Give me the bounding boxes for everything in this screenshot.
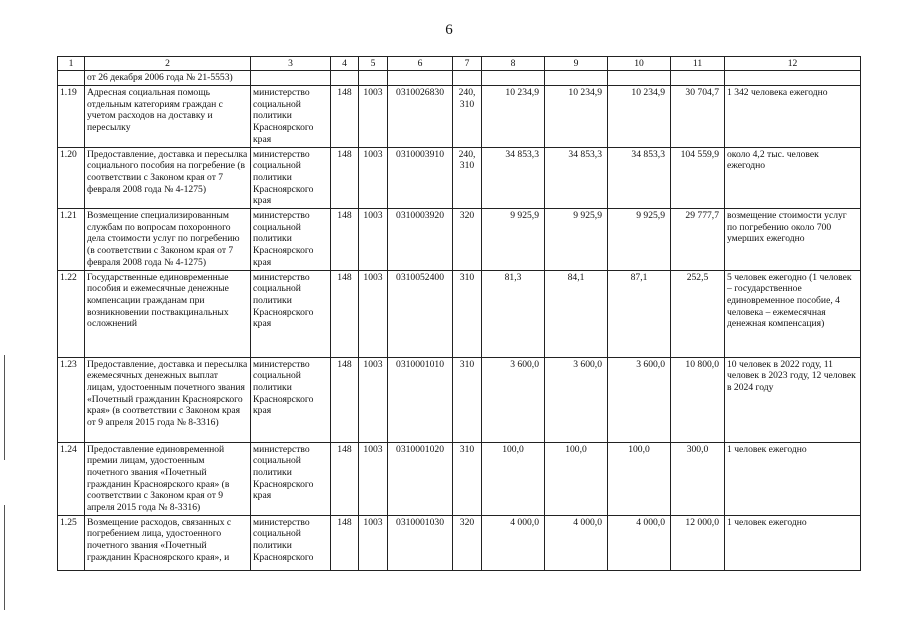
item-name: Государственные единовременные пособия и ежемесячные денежные компенсации гражданам при возникновении поствакцинальных осложнений [85, 270, 251, 357]
item-name: Предоставление, доставка и пересылка социального пособия на погребение (в соответствии с Законом края от 7 февраля 2008 года № 4-1275) [85, 147, 251, 209]
total-cell: 12 000,0 [671, 515, 725, 570]
total-cell: 252,5 [671, 270, 725, 357]
total-cell: 10 800,0 [671, 357, 725, 442]
table-cell [331, 71, 359, 86]
code-cell: 148 [331, 147, 359, 209]
amount-cell: 9 925,9 [608, 209, 671, 271]
amount-cell: 81,3 [482, 270, 545, 357]
continuation-text: от 26 декабря 2006 года № 21-5553) [85, 71, 251, 86]
total-cell: 104 559,9 [671, 147, 725, 209]
amount-cell: 4 000,0 [608, 515, 671, 570]
item-number: 1.19 [58, 86, 85, 148]
item-number: 1.20 [58, 147, 85, 209]
code-cell: 240, 310 [453, 147, 482, 209]
budget-table [57, 56, 861, 571]
code-cell: 148 [331, 515, 359, 570]
code-cell: 1003 [359, 147, 388, 209]
amount-cell: 34 853,3 [545, 147, 608, 209]
table-cell [608, 71, 671, 86]
amount-cell: 10 234,9 [608, 86, 671, 148]
responsible-agency: министерство социальной политики Красноярского края [251, 442, 331, 515]
code-cell: 0310003920 [388, 209, 453, 271]
amount-cell: 3 600,0 [482, 357, 545, 442]
code-cell: 320 [453, 209, 482, 271]
item-number: 1.23 [58, 357, 85, 442]
code-cell: 1003 [359, 357, 388, 442]
code-cell: 0310001020 [388, 442, 453, 515]
amount-cell: 87,1 [608, 270, 671, 357]
item-name: Предоставление единовременной премии лицам, удостоенным почетного звания «Почетный гражданин Красноярского края» (в соответствии с Законом края от 9 апреля 2015 года № 8-3316) [85, 442, 251, 515]
responsible-agency: министерство социальной политики Красноярского края [251, 270, 331, 357]
amount-cell: 34 853,3 [482, 147, 545, 209]
result-cell: 10 человек в 2022 году, 11 человек в 2023 году, 12 человек в 2024 году [725, 357, 861, 442]
table-cell [388, 71, 453, 86]
amount-cell: 3 600,0 [545, 357, 608, 442]
amount-cell: 84,1 [545, 270, 608, 357]
responsible-agency: министерство социальной политики Красноярского края [251, 357, 331, 442]
table-row [58, 357, 861, 442]
column-header: 9 [545, 57, 608, 71]
table-row [58, 515, 861, 570]
table-cell [251, 71, 331, 86]
item-number: 1.25 [58, 515, 85, 570]
result-cell: 1 человек ежегодно [725, 442, 861, 515]
scan-margin-mark [4, 505, 5, 610]
code-cell: 320 [453, 515, 482, 570]
code-cell: 240, 310 [453, 86, 482, 148]
table-cell [482, 71, 545, 86]
amount-cell: 4 000,0 [482, 515, 545, 570]
continuation-row [58, 71, 861, 86]
code-cell: 148 [331, 442, 359, 515]
code-cell: 310 [453, 442, 482, 515]
column-header: 8 [482, 57, 545, 71]
page-number: 6 [445, 22, 453, 38]
code-cell: 148 [331, 209, 359, 271]
amount-cell: 9 925,9 [482, 209, 545, 271]
table-row [58, 209, 861, 271]
table-cell [58, 71, 85, 86]
item-name: Адресная социальная помощь отдельным категориям граждан с учетом расходов на доставку и пересылку [85, 86, 251, 148]
table-cell [359, 71, 388, 86]
amount-cell: 10 234,9 [545, 86, 608, 148]
code-cell: 1003 [359, 209, 388, 271]
code-cell: 1003 [359, 442, 388, 515]
code-cell: 310 [453, 357, 482, 442]
result-cell: 5 человек ежегодно (1 человек – государственное единовременное пособие, 4 человека – ежемесячная денежная компенсация) [725, 270, 861, 357]
column-header: 11 [671, 57, 725, 71]
column-header: 2 [85, 57, 251, 71]
amount-cell: 3 600,0 [608, 357, 671, 442]
amount-cell: 10 234,9 [482, 86, 545, 148]
responsible-agency: министерство социальной политики Красноярского края [251, 209, 331, 271]
responsible-agency: министерство социальной политики Красноярского края [251, 147, 331, 209]
code-cell: 148 [331, 357, 359, 442]
code-cell: 148 [331, 270, 359, 357]
table-cell [725, 71, 861, 86]
table-row [58, 442, 861, 515]
table-row [58, 147, 861, 209]
column-header: 7 [453, 57, 482, 71]
item-number: 1.22 [58, 270, 85, 357]
table-cell [671, 71, 725, 86]
code-cell: 0310001010 [388, 357, 453, 442]
amount-cell: 100,0 [482, 442, 545, 515]
code-cell: 0310026830 [388, 86, 453, 148]
amount-cell: 4 000,0 [545, 515, 608, 570]
item-name: Возмещение расходов, связанных с погребением лица, удостоенного почетного звания «Почетный гражданин Красноярского края», и [85, 515, 251, 570]
result-cell: возмещение стоимости услуг по погребению около 700 умерших ежегодно [725, 209, 861, 271]
amount-cell: 9 925,9 [545, 209, 608, 271]
column-header: 6 [388, 57, 453, 71]
responsible-agency: министерство социальной политики Красноярского [251, 515, 331, 570]
code-cell: 1003 [359, 515, 388, 570]
total-cell: 29 777,7 [671, 209, 725, 271]
total-cell: 300,0 [671, 442, 725, 515]
result-cell: 1 342 человека ежегодно [725, 86, 861, 148]
amount-cell: 34 853,3 [608, 147, 671, 209]
item-name: Возмещение специализированным службам по вопросам похоронного дела стоимости услуг по погребению (в соответствии с Законом края от 7 февраля 2008 года № 4-1275) [85, 209, 251, 271]
column-header: 4 [331, 57, 359, 71]
code-cell: 0310003910 [388, 147, 453, 209]
responsible-agency: министерство социальной политики Красноярского края [251, 86, 331, 148]
result-cell: 1 человек ежегодно [725, 515, 861, 570]
code-cell: 0310052400 [388, 270, 453, 357]
column-header: 10 [608, 57, 671, 71]
column-header: 12 [725, 57, 861, 71]
code-cell: 1003 [359, 270, 388, 357]
item-name: Предоставление, доставка и пересылка ежемесячных денежных выплат лицам, удостоенным почетного звания «Почетный гражданин Красноярского края» (в соответствии с Законом края от 9 апреля 2015 года № 8-3316) [85, 357, 251, 442]
column-header: 5 [359, 57, 388, 71]
code-cell: 148 [331, 86, 359, 148]
amount-cell: 100,0 [545, 442, 608, 515]
code-cell: 310 [453, 270, 482, 357]
code-cell: 0310001030 [388, 515, 453, 570]
table-row [58, 270, 861, 357]
table-cell [453, 71, 482, 86]
total-cell: 30 704,7 [671, 86, 725, 148]
table-cell [545, 71, 608, 86]
amount-cell: 100,0 [608, 442, 671, 515]
code-cell: 1003 [359, 86, 388, 148]
item-number: 1.24 [58, 442, 85, 515]
table-row [58, 86, 861, 148]
column-number-row [58, 57, 861, 71]
item-number: 1.21 [58, 209, 85, 271]
result-cell: около 4,2 тыс. человек ежегодно [725, 147, 861, 209]
scan-margin-mark [4, 355, 5, 460]
column-header: 1 [58, 57, 85, 71]
column-header: 3 [251, 57, 331, 71]
